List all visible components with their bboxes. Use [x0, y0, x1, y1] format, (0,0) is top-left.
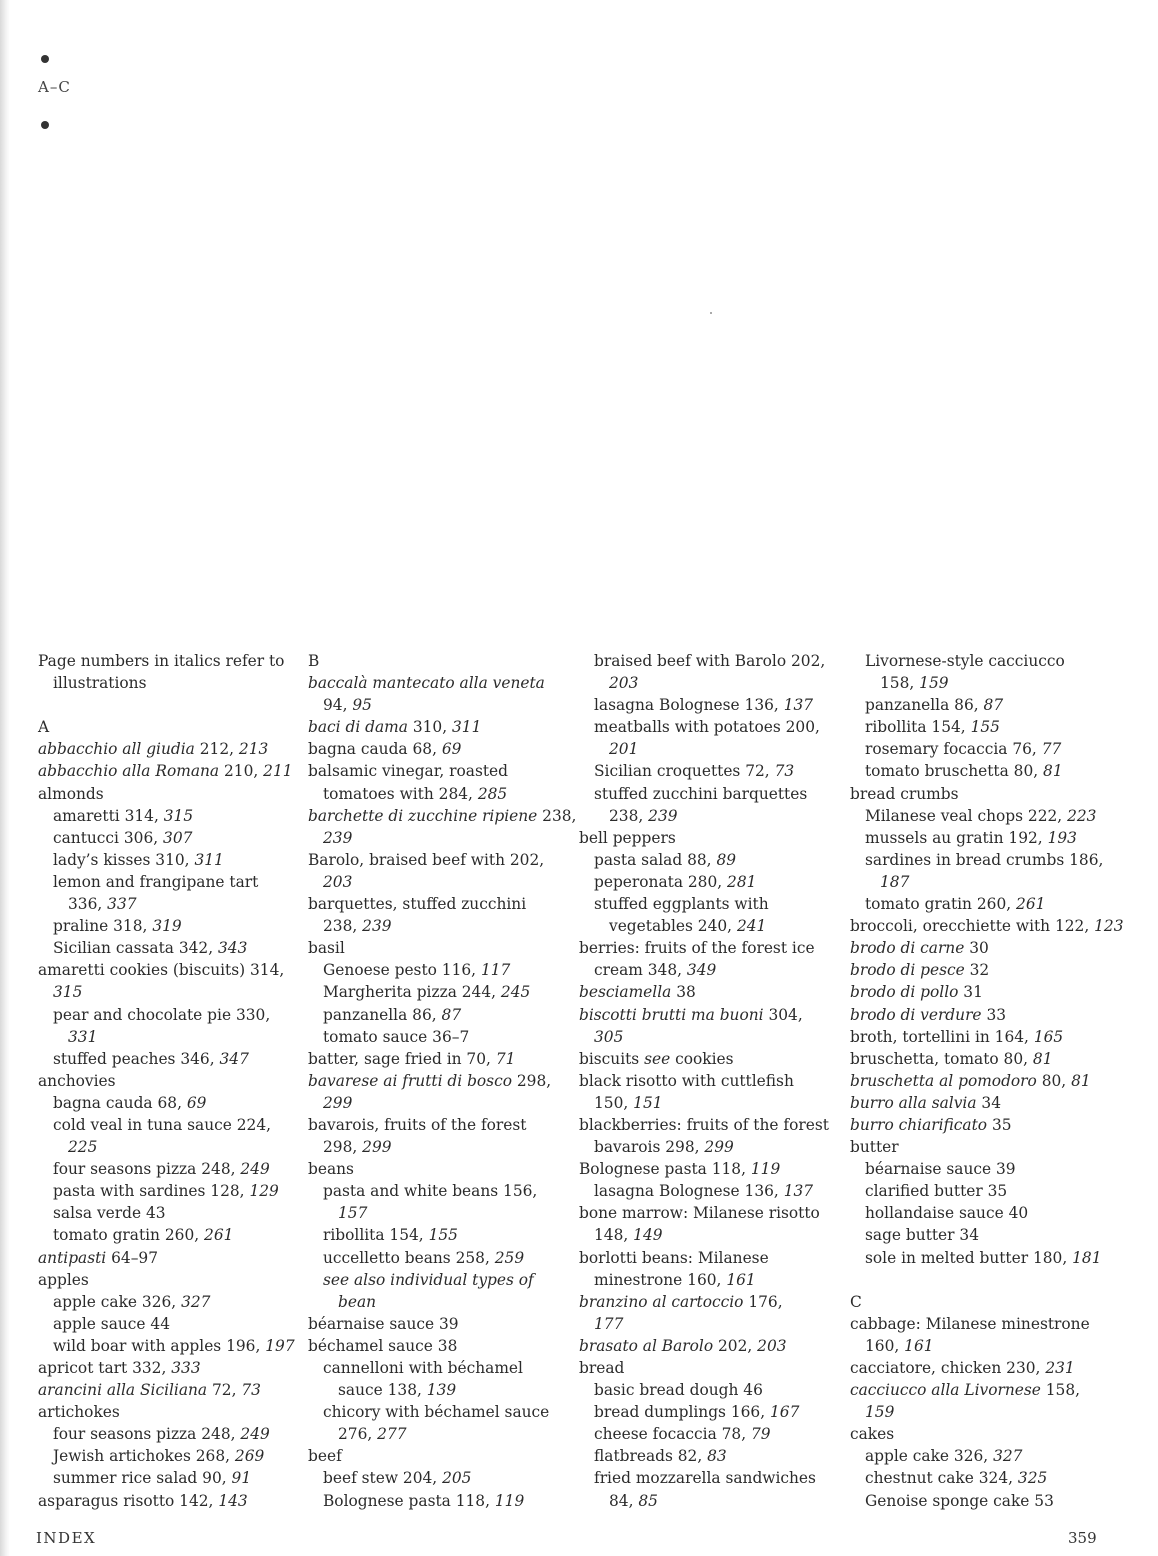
- index-entry: bagna cauda 68, 69: [308, 740, 462, 759]
- index-subentry: sardines in bread crumbs 186,: [865, 850, 1104, 869]
- spacer: [38, 694, 293, 716]
- index-subentry: lasagna Bolognese 136, 137: [594, 1182, 814, 1201]
- index-entry: brasato al Barolo 202, 203: [579, 1336, 787, 1355]
- index-subentry: pear and chocolate pie 330,: [53, 1005, 271, 1024]
- index-subentry: Sicilian croquettes 72, 73: [594, 762, 795, 781]
- index-entry: 298, 299: [323, 1138, 392, 1157]
- index-entry: 305: [594, 1027, 624, 1046]
- index-entry: A: [38, 718, 50, 737]
- index-entry: 177: [594, 1314, 624, 1333]
- index-entry: apricot tart 332, 333: [38, 1359, 201, 1377]
- index-subentry: see also individual types of: [323, 1270, 534, 1289]
- index-subentry: lady’s kisses 310, 311: [53, 850, 224, 869]
- index-entry: antipasti 64–97: [38, 1248, 158, 1267]
- index-subentry: chestnut cake 324, 325: [865, 1469, 1048, 1488]
- index-entry: bread crumbs: [850, 784, 959, 803]
- index-entry: 148, 149: [594, 1226, 663, 1245]
- index-entry: cream 348, 349: [594, 961, 717, 980]
- index-entry: bruschetta al pomodoro 80, 81: [850, 1071, 1091, 1090]
- index-subentry: Livornese-style cacciucco: [865, 652, 1065, 670]
- index-entry: broccoli, orecchiette with 122, 123: [850, 917, 1124, 936]
- index-subentry: bagna cauda 68, 69: [53, 1093, 207, 1112]
- index-subentry: ribollita 154, 155: [323, 1226, 458, 1245]
- index-subentry: bean: [338, 1292, 377, 1311]
- index-entry: burro alla salvia 34: [850, 1093, 1001, 1112]
- index-entry: béchamel sauce 38: [308, 1336, 458, 1355]
- index-entry: biscotti brutti ma buoni 304,: [579, 1005, 803, 1024]
- footer-section-title: INDEX: [36, 1529, 97, 1547]
- index-entry: amaretti cookies (biscuits) 314,: [38, 961, 285, 980]
- index-entry: almonds: [38, 784, 104, 803]
- index-entry: baccalà mantecato alla veneta: [308, 674, 545, 693]
- index-subentry: tomato bruschetta 80, 81: [865, 762, 1063, 781]
- index-subentry: apple sauce 44: [53, 1314, 170, 1333]
- index-subentry: Jewish artichokes 268, 269: [53, 1447, 265, 1466]
- index-subentry: 158, 159: [880, 674, 949, 693]
- index-entry: 203: [323, 872, 353, 891]
- index-subentry: braised beef with Barolo 202,: [594, 652, 826, 670]
- index-entry: basil: [308, 939, 345, 958]
- index-subentry: tomato sauce 36–7: [323, 1027, 470, 1046]
- index-subentry: cheese focaccia 78, 79: [594, 1425, 771, 1444]
- index-subentry: sole in melted butter 180, 181: [865, 1248, 1102, 1267]
- index-entry: C: [850, 1292, 862, 1311]
- index-subentry: basic bread dough 46: [594, 1381, 763, 1400]
- index-entry: 315: [53, 983, 83, 1002]
- index-entry: Bolognese pasta 118, 119: [579, 1160, 781, 1179]
- index-subentry: four seasons pizza 248, 249: [53, 1160, 270, 1179]
- index-subentry: apple cake 326, 327: [865, 1447, 1023, 1466]
- index-entry: asparagus risotto 142, 143: [38, 1491, 248, 1510]
- index-subentry: pasta with sardines 128, 129: [53, 1182, 279, 1201]
- index-subentry: Milanese veal chops 222, 223: [865, 806, 1097, 825]
- index-entry: bruschetta, tomato 80, 81: [850, 1049, 1053, 1068]
- index-entry: tomatoes with 284, 285: [323, 784, 508, 803]
- index-entry: apples: [38, 1270, 89, 1289]
- index-subentry: mussels au gratin 192, 193: [865, 828, 1077, 847]
- index-subentry: clarified butter 35: [865, 1182, 1008, 1201]
- index-entry: 239: [323, 828, 353, 847]
- index-subentry: pasta salad 88, 89: [594, 850, 737, 869]
- index-entry: bavarese ai frutti di bosco 298,: [308, 1071, 552, 1090]
- index-subentry: flatbreads 82, 83: [594, 1447, 727, 1466]
- index-subentry: 336, 337: [68, 895, 137, 914]
- index-entry: arancini alla Siciliana 72, 73: [38, 1381, 261, 1400]
- index-subentry: amaretti 314, 315: [53, 806, 194, 825]
- index-entry: brodo di carne 30: [850, 939, 989, 958]
- scan-edge: [0, 0, 10, 1556]
- index-entry: beans: [308, 1160, 354, 1179]
- spacer: [850, 1269, 1120, 1291]
- index-entry: 150, 151: [594, 1093, 663, 1112]
- index-subentry: cantucci 306, 307: [53, 828, 193, 847]
- index-subentry: salsa verde 43: [53, 1204, 166, 1223]
- index-subentry: Margherita pizza 244, 245: [323, 983, 531, 1002]
- index-entry: brodo di pesce 32: [850, 961, 990, 980]
- index-entry: broth, tortellini in 164, 165: [850, 1027, 1064, 1046]
- index-entry: Barolo, braised beef with 202,: [308, 850, 545, 869]
- index-subentry: 276, 277: [338, 1425, 407, 1444]
- index-entry: Page numbers in italics refer to: [38, 652, 285, 670]
- index-subentry: 84, 85: [609, 1491, 658, 1510]
- index-subentry: Genoese pesto 116, 117: [323, 961, 511, 980]
- index-subentry: cold veal in tuna sauce 224,: [53, 1115, 272, 1134]
- index-subentry: wild boar with apples 196, 197: [53, 1336, 295, 1355]
- index-entry: bell peppers: [579, 828, 676, 847]
- index-entry: baci di dama 310, 311: [308, 718, 482, 737]
- index-column-4: [850, 650, 1124, 1512]
- index-subentry: 225: [68, 1138, 98, 1157]
- index-entry: burro chiarificato 35: [850, 1115, 1012, 1134]
- index-entry: black risotto with cuttlefish: [579, 1071, 794, 1090]
- index-column-1: [38, 650, 293, 1512]
- index-entry: brodo di pollo 31: [850, 983, 983, 1002]
- index-entry: balsamic vinegar, roasted: [308, 762, 509, 781]
- index-subentry: sage butter 34: [865, 1226, 980, 1245]
- index-entry: butter: [850, 1138, 899, 1157]
- index-subentry: stuffed zucchini barquettes: [594, 784, 808, 803]
- index-entry: branzino al cartoccio 176,: [579, 1292, 783, 1311]
- index-entry: blackberries: fruits of the forest: [579, 1115, 829, 1134]
- index-entry: 299: [323, 1093, 353, 1112]
- index-entry: barchette di zucchine ripiene 238,: [308, 806, 577, 825]
- index-entry: bread: [579, 1359, 625, 1377]
- index-subentry: Genoise sponge cake 53: [865, 1491, 1054, 1510]
- index-subentry: uccelletto beans 258, 259: [323, 1248, 525, 1267]
- index-entry: abbacchio all giudia 212, 213: [38, 740, 269, 759]
- index-entry: beef: [308, 1447, 342, 1466]
- index-subentry: apple cake 326, 327: [53, 1292, 211, 1311]
- index-entry: béarnaise sauce 39: [308, 1314, 459, 1333]
- index-entry: minestrone 160, 161: [594, 1270, 756, 1289]
- index-entry: cakes: [850, 1425, 895, 1444]
- index-subentry: peperonata 280, 281: [594, 872, 757, 891]
- index-subentry: four seasons pizza 248, 249: [53, 1425, 270, 1444]
- index-entry: borlotti beans: Milanese: [579, 1248, 769, 1267]
- index-subentry: Bolognese pasta 118, 119: [323, 1491, 525, 1510]
- index-entry: 238, 239: [323, 917, 392, 936]
- index-subentry: lemon and frangipane tart: [53, 872, 259, 891]
- index-entry: cacciatore, chicken 230, 231: [850, 1359, 1075, 1377]
- index-entry: abbacchio alla Romana 210, 211: [38, 762, 293, 781]
- index-entry: barquettes, stuffed zucchini: [308, 895, 527, 914]
- index-entry: 160, 161: [865, 1336, 934, 1355]
- index-subentry: chicory with béchamel sauce: [323, 1403, 550, 1422]
- index-entry: cacciucco alla Livornese 158,: [850, 1381, 1081, 1400]
- index-column-2: [308, 650, 577, 1512]
- index-entry: artichokes: [38, 1403, 120, 1422]
- index-entry: biscuits see cookies: [579, 1049, 734, 1068]
- index-entry: cabbage: Milanese minestrone: [850, 1314, 1090, 1333]
- index-subentry: 157: [338, 1204, 368, 1223]
- index-entry: bavarois, fruits of the forest: [308, 1115, 527, 1134]
- index-subentry: hollandaise sauce 40: [865, 1204, 1029, 1223]
- index-subentry: 331: [68, 1027, 98, 1046]
- index-subentry: panzanella 86, 87: [865, 696, 1004, 715]
- index-entry: batter, sage fried in 70, 71: [308, 1049, 516, 1068]
- index-subentry: tomato gratin 260, 261: [53, 1226, 234, 1245]
- index-entry: B: [308, 652, 320, 670]
- index-entry: illustrations: [53, 674, 147, 693]
- index-subentry: fried mozzarella sandwiches: [594, 1469, 816, 1488]
- index-subentry: 203: [609, 674, 639, 693]
- index-subentry: praline 318, 319: [53, 917, 182, 936]
- index-entry: besciamella 38: [579, 983, 696, 1002]
- index-entry: 159: [865, 1403, 895, 1422]
- index-subentry: beef stew 204, 205: [323, 1469, 472, 1488]
- index-subentry: rosemary focaccia 76, 77: [865, 740, 1062, 759]
- index-entry: bavarois 298, 299: [594, 1138, 734, 1157]
- index-subentry: lasagna Bolognese 136, 137: [594, 696, 814, 715]
- index-subentry: stuffed peaches 346, 347: [53, 1049, 249, 1068]
- index-subentry: 201: [609, 740, 639, 759]
- index-subentry: pasta and white beans 156,: [323, 1182, 538, 1201]
- bullet-top: [41, 55, 49, 63]
- section-range: A–C: [38, 78, 71, 96]
- index-subentry: meatballs with potatoes 200,: [594, 718, 820, 737]
- index-subentry: ribollita 154, 155: [865, 718, 1000, 737]
- index-subentry: panzanella 86, 87: [323, 1005, 462, 1024]
- index-subentry: sauce 138, 139: [338, 1381, 457, 1400]
- index-subentry: tomato gratin 260, 261: [865, 895, 1046, 914]
- index-entry: berries: fruits of the forest ice: [579, 939, 815, 958]
- page-number: 359: [1068, 1529, 1097, 1547]
- index-subentry: 187: [880, 872, 910, 891]
- index-entry: brodo di verdure 33: [850, 1005, 1007, 1024]
- bullet-bottom: [41, 121, 49, 129]
- index-entry: anchovies: [38, 1071, 116, 1090]
- index-column-3: [579, 650, 837, 1512]
- index-subentry: bread dumplings 166, 167: [594, 1403, 800, 1422]
- index-subentry: cannelloni with béchamel: [323, 1359, 523, 1377]
- index-subentry: 238, 239: [609, 806, 678, 825]
- index-subentry: béarnaise sauce 39: [865, 1160, 1016, 1179]
- index-entry: 94, 95: [323, 696, 372, 715]
- index-subentry: vegetables 240, 241: [609, 917, 767, 936]
- index-subentry: Sicilian cassata 342, 343: [53, 939, 248, 958]
- index-subentry: stuffed eggplants with: [594, 895, 769, 914]
- index-subentry: summer rice salad 90, 91: [53, 1469, 252, 1488]
- scan-speck: [710, 312, 712, 314]
- index-entry: bone marrow: Milanese risotto: [579, 1204, 820, 1223]
